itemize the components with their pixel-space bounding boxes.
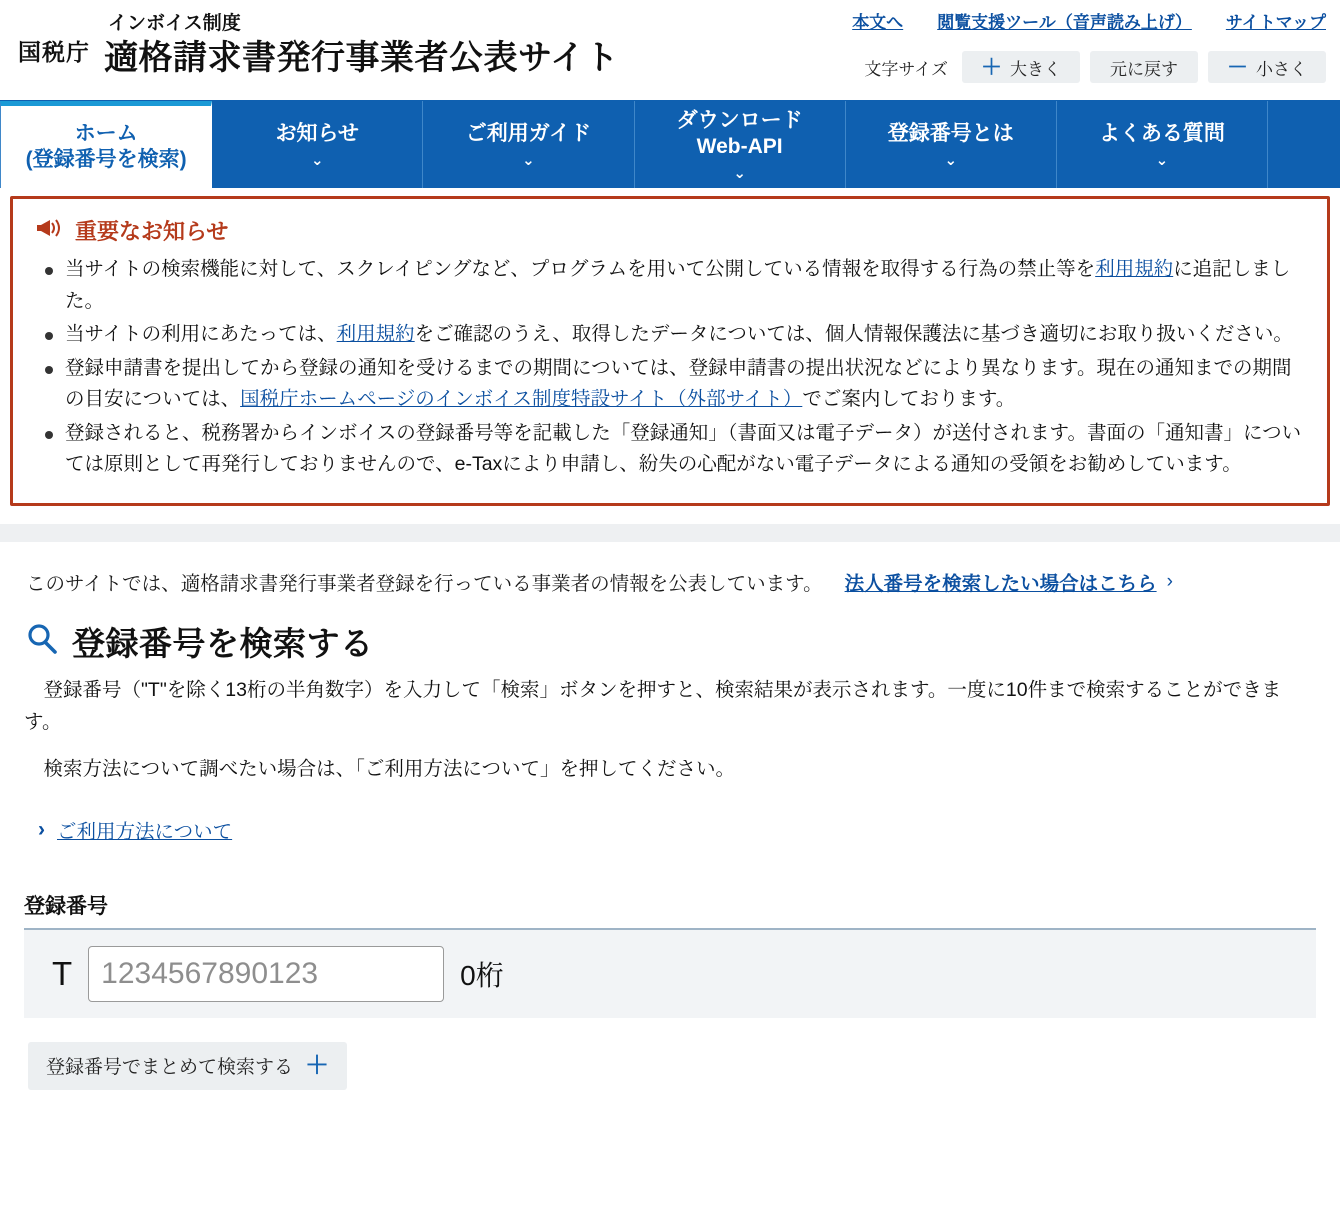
nav-item-download-line1: ダウンロード: [676, 108, 803, 132]
notice-item-text-pre: 登録申請書を提出してから登録の通知を受けるまでの期間については、登録申請書の提出状況などにより異なります。現在の通知までの期間の目安については、: [65, 356, 1292, 411]
site-title: 適格請求書発行事業者公表サイト: [104, 39, 620, 77]
invoice-special-site-link[interactable]: 国税庁ホームページのインボイス制度特設サイト（外部サイト）: [240, 388, 803, 411]
notice-wrapper: [0, 188, 1340, 506]
chevron-down-icon: ⌄: [522, 152, 535, 170]
font-size-decrease-button[interactable]: [1208, 51, 1326, 83]
font-size-decrease-label: 小さく: [1256, 59, 1307, 79]
notice-list: [35, 254, 1305, 481]
notice-item: [65, 418, 1305, 481]
nav-item-news[interactable]: [212, 101, 423, 188]
site-subtitle: インボイス制度: [108, 13, 241, 34]
minus-icon: －: [1227, 55, 1248, 79]
notice-item: [65, 319, 1305, 351]
chevron-down-icon: ⌄: [944, 152, 958, 170]
notice-item-text-pre: 登録されると、税務署からインボイスの登録番号等を記載した「登録通知」（書面又は電子データ）が送付されます。書面の「通知書」については原則として再発行しておりませんので、e-Taxにより申請し、紛失の心配がない電子データによる通知の受領をお勧めしています。: [65, 421, 1302, 476]
registration-number-input[interactable]: [88, 946, 444, 1002]
sitemap-link[interactable]: サイトマップ: [1225, 13, 1326, 32]
font-size-increase-label: 大きく: [1010, 59, 1061, 79]
nav-item-registration-number-label: 登録番号とは: [887, 121, 1014, 145]
nav-item-download[interactable]: [635, 101, 846, 188]
main-content: [0, 542, 1340, 1090]
usage-guide-link[interactable]: ご利用方法について: [57, 820, 233, 843]
registration-number-input-row: [24, 930, 1316, 1018]
notice-item-text-post: に追記しました。: [65, 258, 1291, 312]
nav-item-home-line1: ホーム: [74, 121, 138, 145]
corporate-number-search-link[interactable]: 法人番号を検索したい場合はこちら: [844, 573, 1157, 596]
utility-links: [852, 8, 1326, 33]
terms-of-use-link[interactable]: 利用規約: [336, 323, 415, 346]
page-title: 登録番号を検索する: [72, 625, 374, 663]
nav-item-home[interactable]: [0, 101, 212, 188]
search-icon: [24, 621, 60, 662]
site-branding[interactable]: [18, 14, 619, 75]
search-section-heading: [24, 618, 1316, 665]
megaphone-icon: [35, 216, 65, 245]
font-size-reset-label: 元に戻す: [1110, 59, 1178, 79]
notice-item-text-post: でご案内しております。: [802, 388, 1016, 411]
font-size-reset-button[interactable]: [1090, 51, 1198, 83]
important-notice-box: [10, 196, 1330, 506]
chevron-right-icon: ›: [1166, 571, 1173, 593]
font-size-increase-button[interactable]: [962, 51, 1080, 83]
accessibility-tool-link[interactable]: 閲覧支援ツール（音声読み上げ）: [937, 13, 1192, 32]
nav-item-guide-label: ご利用ガイド: [465, 121, 592, 145]
registration-number-field-block: [24, 890, 1316, 1090]
font-size-controls: [852, 51, 1326, 83]
bulk-search-toggle-button[interactable]: [28, 1042, 347, 1090]
nav-item-faq-label: よくある質問: [1098, 121, 1225, 145]
search-description-1: 登録番号（"T"を除く13桁の半角数字）を入力して「検索」ボタンを押すと、検索結果が表示されます。一度に10件まで検索することができます。: [24, 679, 1282, 733]
t-prefix-label: T: [52, 954, 73, 992]
chevron-right-icon: ›: [38, 817, 45, 841]
digit-count-label: 0桁: [460, 959, 504, 991]
notice-item: [65, 254, 1305, 317]
usage-link-row[interactable]: [38, 816, 1316, 844]
site-header: [0, 0, 1340, 100]
registration-number-label: 登録番号: [24, 890, 1316, 930]
notice-item: [65, 353, 1305, 416]
notice-header: [35, 215, 1305, 246]
header-utilities: [852, 8, 1326, 83]
nav-item-guide[interactable]: [423, 101, 634, 188]
section-divider: [0, 524, 1340, 542]
chevron-down-icon: ⌄: [310, 152, 324, 170]
plus-icon: ＋: [305, 1051, 330, 1079]
terms-of-use-link[interactable]: 利用規約: [1095, 258, 1174, 280]
lead-text: このサイトでは、適格請求書発行事業者登録を行っている事業者の情報を公表しています。: [26, 573, 823, 596]
notice-item-text-pre: 当サイトの検索機能に対して、スクレイピングなど、プログラムを用いて公開している情報を取得する行為の禁止等を: [65, 258, 1096, 280]
font-size-label: 文字サイズ: [864, 59, 948, 79]
nav-item-registration-number[interactable]: [846, 101, 1057, 188]
notice-item-text-pre: 当サイトの利用にあたっては、: [65, 323, 337, 346]
nav-item-news-label: お知らせ: [275, 121, 359, 145]
lead-row: [24, 542, 1316, 602]
plus-icon: ＋: [981, 55, 1002, 79]
search-description-2: 検索方法について調べたい場合は、「ご利用方法について」を押してください。: [43, 758, 735, 781]
nav-item-home-line2: (登録番号を検索): [25, 148, 187, 171]
chevron-down-icon: ⌄: [1155, 152, 1169, 170]
chevron-down-icon: ⌄: [733, 165, 746, 183]
notice-title: 重要なお知らせ: [75, 219, 229, 244]
nav-spacer: [1268, 101, 1340, 188]
nav-item-faq[interactable]: [1057, 101, 1268, 188]
nav-item-download-line2: Web-API: [696, 135, 783, 158]
agency-name: 国税庁: [18, 39, 90, 65]
bulk-search-toggle-label: 登録番号でまとめて検索する: [46, 1057, 294, 1079]
skip-to-content-link[interactable]: 本文へ: [852, 13, 904, 32]
global-navigation: [0, 100, 1340, 188]
notice-item-text-post: をご確認のうえ、取得したデータについては、個人情報保護法に基づき適切にお取り扱いください。: [414, 323, 1293, 346]
